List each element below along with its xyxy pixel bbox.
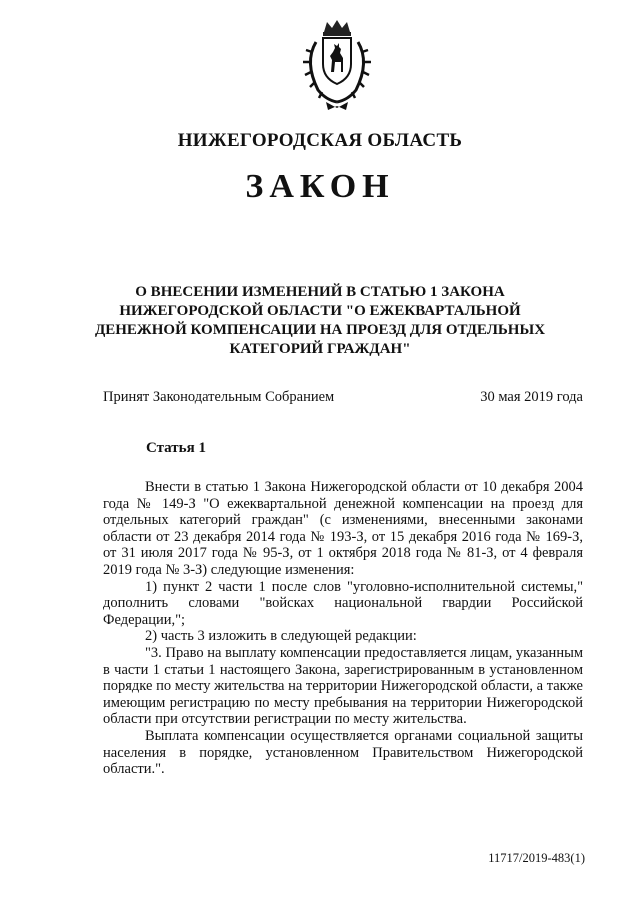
article-paragraph: Внести в статью 1 Закона Нижегородской области от 10 декабря 2004 года № 149-З "О ежеквартальной денежной компенсации на проезд для отдельных категорий граждан" (с изменениями, внесенными законами области от 23 декабря 2014 года № 193-З, от 15 декабря 2016 года № 169-З, от 31 июля 2017 года № 95-З, от 1 октября 2018 года № 81-З, от 4 февраля 2019 года № 3-З) следующие изменения: xyxy=(103,479,583,578)
article-paragraph: 2) часть 3 изложить в следующей редакции: xyxy=(145,628,417,645)
article-paragraph: 1) пункт 2 части 1 после слов "уголовно-исполнительной системы," дополнить словами "войсках национальной гвардии Российской Федерации,"; xyxy=(103,578,583,628)
coat-of-arms-icon xyxy=(296,18,378,114)
document-type: ЗАКОН xyxy=(245,168,395,205)
adoption-date: 30 мая 2019 года xyxy=(480,389,583,405)
region-name: НИЖЕГОРОДСКАЯ ОБЛАСТЬ xyxy=(177,130,463,151)
article-heading: Статья 1 xyxy=(146,440,206,456)
document-number: 11717/2019-483(1) xyxy=(488,851,585,865)
article-paragraph: "3. Право на выплату компенсации предоставляется лицам, указанным в части 1 статьи 1 настоящего Закона, зарегистрированным в установленном порядке по месту жительства на территории Нижегородской области, а также имеющим регистрацию по месту пребывания на территории Нижегородской области при отсутствии регистрации по месту жительства. xyxy=(103,644,583,728)
adopted-by: Принят Законодательным Собранием xyxy=(103,389,335,405)
law-title: О ВНЕСЕНИИ ИЗМЕНЕНИЙ В СТАТЬЮ 1 ЗАКОНА НИЖЕГОРОДСКОЙ ОБЛАСТИ "О ЕЖЕКВАРТАЛЬНОЙ ДЕНЕЖНОЙ КОМПЕНСАЦИИ НА ПРОЕЗД ДЛЯ ОТДЕЛЬНЫХ КАТЕГОРИЙ ГРАЖДАН" xyxy=(94,284,546,357)
article-paragraph: Выплата компенсации осуществляется органами социальной защиты населения в порядке, установленном Правительством Нижегородской области.". xyxy=(103,727,583,778)
article-body xyxy=(103,479,583,778)
